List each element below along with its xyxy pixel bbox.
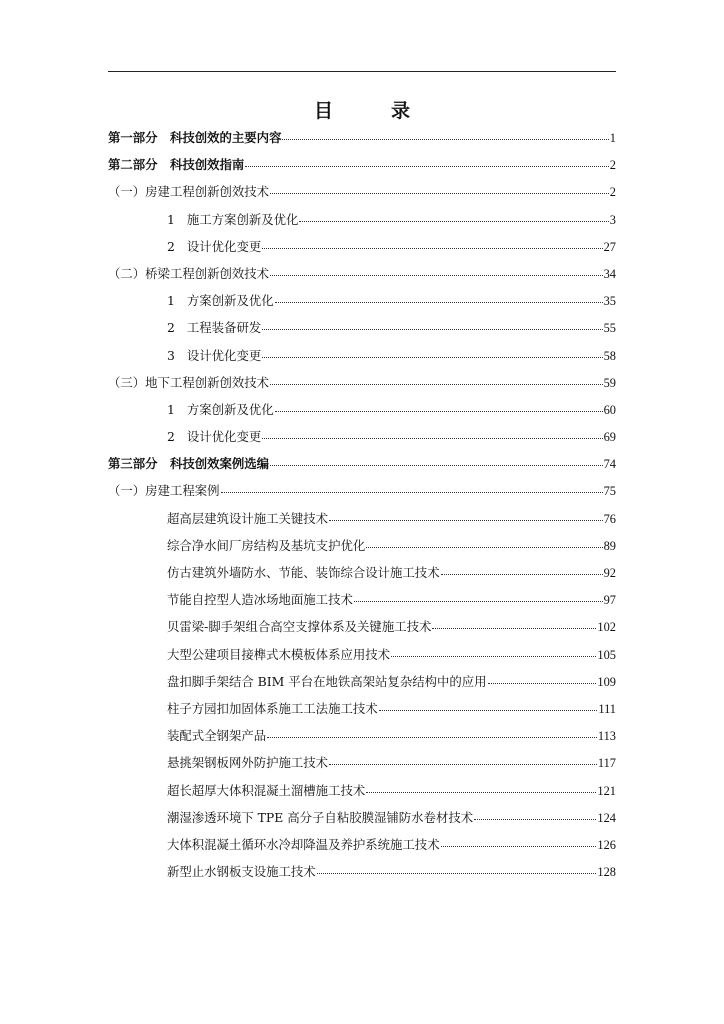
toc-entry[interactable]: [108, 808, 616, 835]
toc-entry-label: [167, 699, 378, 717]
toc-page-number: 55: [603, 321, 616, 336]
toc-entry-label: [167, 617, 431, 635]
toc-list: [108, 128, 616, 889]
toc-page-number: 59: [603, 375, 616, 390]
toc-entry-text: 设计优化变更: [186, 429, 262, 445]
toc-dot-leader: [391, 656, 596, 657]
toc-entry-number: 1: [167, 401, 175, 417]
toc-entry-text: 装配式全钢架产品: [167, 728, 267, 744]
toc-entry-label: [108, 182, 269, 200]
toc-entry[interactable]: [108, 672, 616, 699]
toc-entry-label: [167, 726, 266, 744]
toc-page-number: 34: [603, 266, 616, 281]
toc-page-number: 128: [597, 865, 616, 880]
toc-entry-label: [167, 237, 261, 255]
toc-dot-leader: [270, 193, 609, 194]
toc-entry[interactable]: [108, 373, 616, 400]
toc-entry-label: [108, 454, 269, 472]
toc-entry-label: [167, 781, 365, 799]
toc-entry-text: 大体积混凝土循环水冷却降温及养护系统施工技术: [167, 836, 440, 852]
toc-entry-text: （二）桥梁工程创新创效技术: [108, 265, 270, 281]
toc-entry-text: 施工方案创新及优化: [186, 211, 299, 227]
toc-dot-leader: [262, 248, 602, 249]
toc-dot-leader: [329, 520, 603, 521]
toc-page-number: 126: [597, 837, 616, 852]
toc-dot-leader: [366, 547, 602, 548]
toc-entry-label: [167, 753, 328, 771]
toc-page-number: 1: [609, 131, 616, 145]
toc-entry-label: [167, 672, 487, 690]
toc-page-number: 111: [598, 701, 616, 716]
toc-entry-label: [108, 481, 220, 499]
toc-page-number: 124: [597, 810, 616, 825]
toc-page-number: 75: [603, 484, 616, 499]
toc-entry-label: [167, 427, 261, 445]
toc-page-number: 2: [609, 158, 616, 173]
toc-dot-leader: [267, 737, 597, 738]
toc-page-number: 27: [603, 239, 616, 254]
toc-entry-label: [167, 563, 440, 581]
toc-entry-label: [167, 536, 365, 554]
toc-entry[interactable]: [108, 645, 616, 672]
toc-page-number: 74: [603, 457, 616, 472]
toc-entry[interactable]: [108, 536, 616, 563]
toc-entry-label: [167, 835, 440, 853]
toc-entry-text: （一）房建工程创新创效技术: [108, 184, 270, 200]
toc-entry[interactable]: [108, 726, 616, 753]
toc-dot-leader: [262, 438, 602, 439]
toc-entry-label: [167, 318, 261, 336]
toc-dot-leader: [270, 465, 603, 466]
toc-entry[interactable]: [108, 590, 616, 617]
toc-entry[interactable]: [108, 237, 616, 264]
toc-entry-text: （三）地下工程创新创效技术: [108, 374, 270, 390]
toc-entry-text: 第三部分 科技创效案例选编: [108, 456, 270, 472]
toc-entry-text: 盘扣脚手架结合 BIM 平台在地铁高架站复杂结构中的应用: [167, 673, 487, 689]
toc-entry[interactable]: [108, 509, 616, 536]
toc-entry[interactable]: [108, 155, 616, 182]
toc-dot-leader: [441, 846, 597, 847]
toc-entry-text: 贝雷梁-脚手架组合高空支撑体系及关键施工技术: [167, 619, 432, 635]
toc-entry-text: 悬挑架钢板网外防护施工技术: [167, 755, 329, 771]
toc-entry-text: 方案创新及优化: [186, 401, 274, 417]
toc-page-number: 35: [603, 294, 616, 309]
toc-entry-label: [167, 346, 261, 364]
toc-entry-text: 新型止水钢板支设施工技术: [167, 864, 316, 880]
toc-dot-leader: [329, 764, 597, 765]
toc-entry-label: [108, 155, 244, 173]
toc-page-number: 3: [609, 212, 616, 227]
toc-dot-leader: [245, 166, 609, 167]
toc-dot-leader: [441, 574, 603, 575]
toc-entry-number: 1: [167, 211, 175, 227]
toc-entry-label: [167, 509, 328, 527]
toc-entry-text: 仿古建筑外墙防水、节能、装饰综合设计施工技术: [167, 565, 440, 580]
toc-entry-label: [167, 808, 473, 826]
toc-dot-leader: [262, 357, 602, 358]
toc-entry-text: 柱子方园扣加固体系施工工法施工技术: [167, 700, 378, 716]
toc-entry[interactable]: [108, 862, 616, 889]
toc-entry[interactable]: [108, 481, 616, 508]
toc-entry-text: 大型公建项目接榫式木模板体系应用技术: [167, 646, 391, 662]
toc-entry-text: 超高层建筑设计施工关键技术: [167, 510, 329, 526]
toc-entry[interactable]: [108, 563, 616, 590]
toc-title-left: 目: [313, 100, 333, 122]
toc-entry-text: 潮湿渗透环境下 TPE 高分子自粘胶膜湿铺防水卷材技术: [167, 809, 474, 825]
toc-entry[interactable]: [108, 781, 616, 808]
toc-dot-leader: [354, 601, 603, 602]
toc-title: [0, 96, 724, 123]
toc-dot-leader: [275, 302, 603, 303]
toc-page-number: 89: [603, 538, 616, 553]
toc-dot-leader: [299, 221, 608, 222]
toc-dot-leader: [262, 329, 602, 330]
toc-entry-text: 工程装备研发: [186, 320, 262, 336]
toc-dot-leader: [270, 275, 603, 276]
toc-page-number: 58: [603, 348, 616, 363]
toc-entry[interactable]: [108, 454, 616, 481]
toc-entry-text: 设计优化变更: [186, 347, 262, 363]
toc-dot-leader: [432, 628, 596, 629]
toc-page-number: 69: [603, 430, 616, 445]
toc-entry[interactable]: [108, 318, 616, 345]
toc-dot-leader: [379, 710, 598, 711]
toc-entry[interactable]: [108, 210, 616, 237]
toc-entry[interactable]: [108, 427, 616, 454]
toc-entry[interactable]: [108, 753, 616, 780]
toc-dot-leader: [282, 139, 608, 140]
toc-dot-leader: [221, 492, 603, 493]
toc-entry-text: （一）房建工程案例: [108, 483, 220, 499]
toc-entry-text: 节能自控型人造冰场地面施工技术: [167, 592, 353, 608]
toc-entry[interactable]: [108, 128, 616, 155]
toc-entry-text: 超长超厚大体积混凝土溜槽施工技术: [167, 782, 366, 798]
toc-page-number: 113: [597, 729, 616, 744]
toc-entry-number: 2: [167, 320, 175, 336]
toc-entry-number: 2: [167, 238, 175, 254]
toc-entry-label: [167, 645, 390, 663]
toc-entry[interactable]: [108, 264, 616, 291]
toc-page-number: 117: [597, 756, 616, 771]
toc-dot-leader: [474, 819, 596, 820]
toc-entry-label: [108, 128, 281, 146]
toc-entry-label: [167, 291, 274, 309]
toc-entry[interactable]: [108, 291, 616, 318]
toc-dot-leader: [366, 792, 596, 793]
toc-entry-number: 2: [167, 429, 175, 445]
toc-title-right: 录: [391, 100, 411, 122]
toc-entry[interactable]: [108, 699, 616, 726]
toc-entry[interactable]: [108, 617, 616, 644]
toc-entry-text: 第一部分 科技创效的主要内容: [108, 130, 282, 145]
toc-dot-leader: [275, 411, 603, 412]
toc-page-number: 109: [597, 674, 616, 689]
toc-entry[interactable]: [108, 400, 616, 427]
toc-page-number: 92: [603, 566, 616, 580]
toc-page-number: 60: [603, 402, 616, 417]
toc-entry[interactable]: [108, 182, 616, 209]
toc-page-number: 102: [597, 620, 616, 635]
toc-entry-label: [167, 590, 353, 608]
toc-entry-text: 综合净水间厂房结构及基坑支护优化: [167, 537, 366, 553]
toc-dot-leader: [488, 683, 597, 684]
toc-page-number: 105: [597, 647, 616, 662]
toc-entry-number: 3: [167, 347, 175, 363]
toc-entry-label: [167, 400, 274, 418]
toc-page-number: 76: [603, 511, 616, 526]
toc-entry-label: [167, 210, 298, 228]
header-rule: [108, 71, 616, 72]
toc-entry-text: 设计优化变更: [186, 238, 262, 254]
toc-page-number: 97: [603, 593, 616, 608]
toc-entry-text: 方案创新及优化: [186, 293, 274, 309]
toc-entry-label: [108, 373, 269, 391]
toc-page-number: 2: [609, 185, 616, 200]
toc-entry[interactable]: [108, 835, 616, 862]
toc-dot-leader: [270, 384, 603, 385]
toc-entry-label: [108, 264, 269, 282]
toc-entry-text: 第二部分 科技创效指南: [108, 157, 245, 173]
toc-entry[interactable]: [108, 346, 616, 373]
toc-page-number: 121: [597, 783, 616, 798]
toc-dot-leader: [317, 873, 597, 874]
toc-entry-label: [167, 862, 316, 880]
toc-entry-number: 1: [167, 293, 175, 309]
